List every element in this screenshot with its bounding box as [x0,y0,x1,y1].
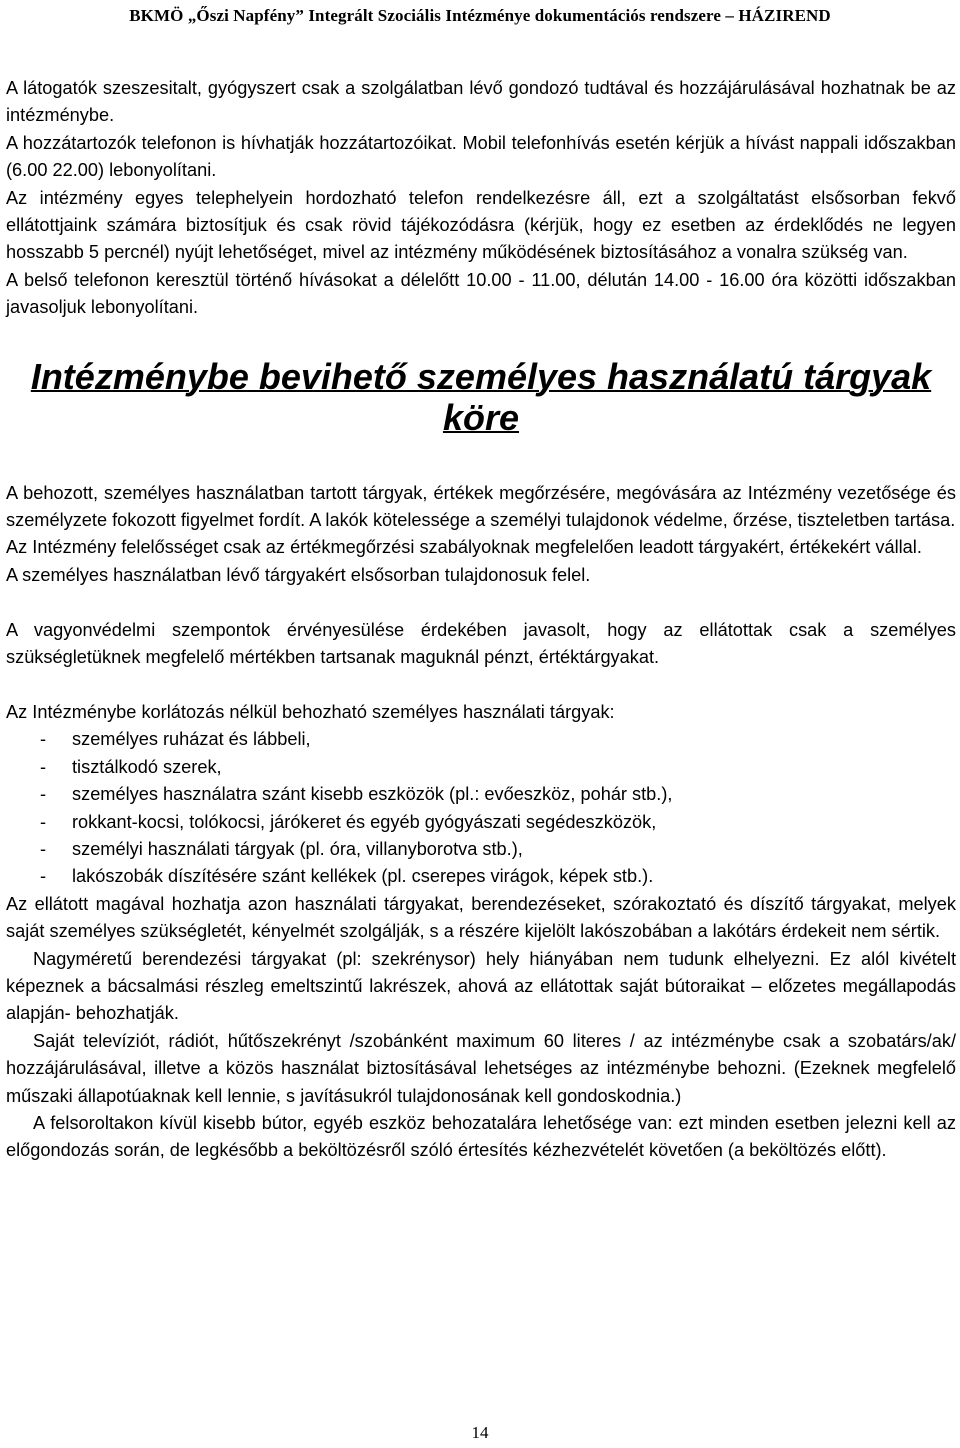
allowed-items-list [6,726,956,890]
paragraph-portable-phone: Az intézmény egyes telephelyein hordozható telefon rendelkezésre áll, ezt a szolgáltatást elsősorban fekvő ellátottjaink számára biztosítjuk és csak rövid tájékozódásra (kérjük, hogy ez esetben az érdeklődés ne legyen hosszabb 5 percnél) nyújt lehetőséget, mivel az intézmény működésének biztosításához a vonalra szükség van. [6,187,956,263]
spacer [6,438,956,480]
dash-bullet: - [40,756,47,777]
paragraph-phone-calls: A hozzátartozók telefonon is hívhatják hozzátartozóikat. Mobil telefonhívás esetén kérjük a hívást nappali időszakban (6.00 22.00) lebonyolítani. [6,132,956,181]
page-header: BKMÖ „Őszi Napfény” Integrált Szociális Intézménye dokumentációs rendszere – HÁZIREND [129,6,831,25]
dash-bullet: - [40,811,47,832]
list-item-text: személyes használatra szánt kisebb eszközök (pl.: evőeszköz, pohár stb.), [72,784,673,805]
paragraph-other-items: A felsoroltakon kívül kisebb bútor, egyéb eszköz behozatalára lehetősége van: ezt minden esetben jelezni kell az előgondozás során, de legkésőbb a beköltözésről szóló értesítés kézhezvételét követően (a beköltözés előtt). [6,1112,956,1161]
list-item-text: tisztálkodó szerek, [72,756,222,777]
list-item-text: személyes ruházat és lábbeli, [72,729,311,750]
document-body [6,75,956,1165]
list-item [6,863,956,890]
list-item-text: rokkant-kocsi, tolókocsi, járókeret és egyéb gyógyászati segédeszközök, [72,811,657,832]
dash-bullet: - [40,729,47,750]
paragraph-appliances: Saját televíziót, rádiót, hűtőszekrényt /szobánként maximum 60 literes / az intézménybe csak a szobatárs/ak/ hozzájárulásával, illetve a közös használat biztosításával lehetséges az intézménybe behozni. (Ezeknek megfelelő műszaki állapotúaknak kell lennie, s javításukról tulajdonosának kell gondoskodnia.) [6,1030,956,1106]
list-item [6,836,956,863]
list-item-text: személyi használati tárgyak (pl. óra, villanyborotva stb.), [72,838,523,859]
paragraph-valuables: A vagyonvédelmi szempontok érvényesülése érdekében javasolt, hogy az ellátottak csak a személyes szükségletüknek megfelelő mértékben tartsanak maguknál pénzt, értéktárgyakat. [6,619,956,668]
dash-bullet: - [40,784,47,805]
paragraph-large-furniture: Nagyméretű berendezési tárgyakat (pl: szekrénysor) hely hiányában nem tudunk elhelyezni. Ez alól kivételt képeznek a bácsalmási részleg emeltszintű lakrészek, ahová az ellátottak saját bútoraikat – előzetes megállapodás alapján- behozhatják. [6,948,956,1024]
page-number: 14 [471,1423,489,1442]
paragraph-own-furnishings: Az ellátott magával hozhatja azon használati tárgyakat, berendezéseket, szórakoztató és díszítő tárgyakat, melyek saját személyes szükségletét, kényelmét szolgálják, s a részére kijelölt lakószobában a lakótárs érdekeit nem sértik. [6,893,956,942]
paragraph-liability: Az Intézmény felelősséget csak az értékmegőrzési szabályoknak megfelelően leadott tárgyakért, értékekért vállal. [6,537,922,558]
list-intro: Az Intézménybe korlátozás nélkül behozható személyes használati tárgyak: [6,701,615,722]
paragraph-visitors-alcohol: A látogatók szeszesitalt, gyógyszert csak a szolgálatban lévő gondozó tudtával és hozzájárulásával hozhatnak be az intézménybe. [6,78,956,126]
dash-bullet: - [40,866,47,887]
paragraph-personal-items: A behozott, személyes használatban tartott tárgyak, értékek megőrzésére, megóvására az Intézmény vezetősége és személyzete fokozott figyelmet fordít. A lakók kötelessége a személyi tulajdonok védelme, őrzése, tiszteletben tartása. [6,482,956,531]
dash-bullet: - [40,838,47,859]
list-item-text: lakószobák díszítésére szánt kellékek (pl. cserepes virágok, képek stb.). [72,866,654,887]
paragraph-owner-responsibility: A személyes használatban lévő tárgyakért elsősorban tulajdonosuk felel. [6,564,591,585]
section-heading: Intézménybe bevihető személyes használatú tárgyak köre [30,355,932,438]
list-item [6,781,956,808]
list-item [6,754,956,781]
spacer [6,589,956,616]
spacer [6,671,956,698]
paragraph-internal-phone: A belső telefonon keresztül történő hívásokat a délelőtt 10.00 - 11.00, délután 14.00 - 16.00 óra közötti időszakban javasoljuk lebonyolítani. [6,269,956,318]
list-item [6,726,956,753]
list-item [6,809,956,836]
